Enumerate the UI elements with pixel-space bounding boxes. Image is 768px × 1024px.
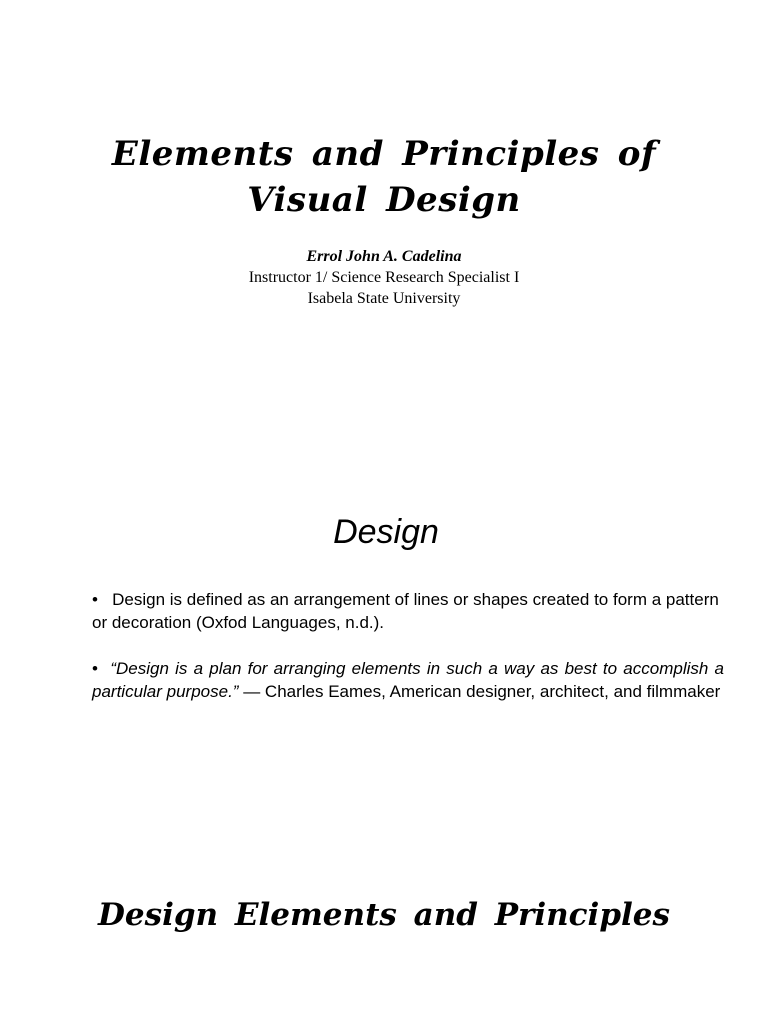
author-name: Errol John A. Cadelina: [306, 248, 462, 265]
author-block: [0, 246, 768, 309]
bullet-marker: •: [92, 659, 98, 678]
author-position: Instructor 1/ Science Research Specialist I: [248, 269, 520, 286]
quote-attribution: — Charles Eames, American designer, architect, and filmmaker: [238, 682, 721, 701]
bottom-heading: Design Elements and Principles: [98, 897, 670, 933]
author-institution: Isabela State University: [307, 290, 461, 307]
definition-text: Design is defined as an arrangement of lines or shapes created to form a pattern or decoration (Oxfod Languages, n.d.).: [92, 590, 719, 632]
document-title-line-1: Elements and Principles of: [111, 134, 657, 174]
bullet-marker: •: [92, 590, 98, 609]
eames-quote: “Design is a plan for arranging elements in such a way as best to accomplish a particular purpose.”: [92, 659, 724, 701]
document-title-line-2: Visual Design: [247, 180, 521, 220]
section-heading-design: Design: [333, 513, 439, 551]
bullet-paragraph-quote: [92, 657, 724, 703]
bullet-paragraph-definition: [92, 588, 724, 634]
